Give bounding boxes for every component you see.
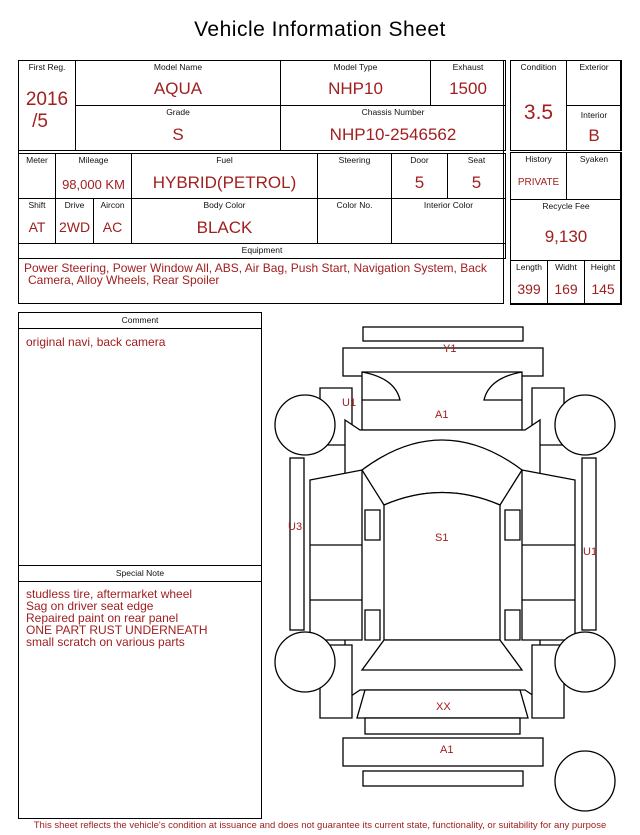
interior-value: B [588, 126, 600, 145]
aircon-value: AC [102, 219, 123, 235]
left-a-pillar [310, 470, 362, 640]
first-reg-month: /5 [32, 111, 48, 132]
seat-value: 5 [471, 173, 482, 192]
exhaust-label: Exhaust [452, 62, 484, 72]
color-no-label: Color No. [336, 200, 373, 210]
body-color-label: Body Color [203, 200, 246, 210]
shift-value: AT [28, 219, 46, 235]
rear-window [362, 640, 522, 670]
front-grille-bar [363, 327, 523, 341]
mileage-value: 98,000 KM [62, 177, 125, 192]
shift-label: Shift [28, 200, 46, 210]
disclaimer-footer: This sheet reflects the vehicle's condition at issuance and does not guarantee its current state, functionality, or suitability for any purpose [33, 820, 607, 831]
left-sill [290, 458, 304, 630]
model-name-value: AQUA [153, 79, 203, 98]
model-type-label: Model Type [333, 62, 378, 72]
roof-panel [384, 493, 500, 641]
special-note-line-3: Repaired paint on rear panel [26, 611, 179, 625]
width-label: Widht [555, 262, 577, 272]
sheet-title: Vehicle Information Sheet [194, 18, 446, 41]
fuel-label: Fuel [216, 155, 233, 165]
grade-label: Grade [166, 107, 190, 117]
steering-label: Steering [338, 155, 371, 165]
wheel-rear-right [555, 632, 615, 692]
condition-label: Condition [520, 62, 557, 72]
history-value: PRIVATE [517, 177, 560, 188]
special-note-line-4: ONE PART RUST UNDERNEATH [26, 623, 208, 637]
first-reg-label: First Reg. [28, 62, 66, 72]
body-color-value: BLACK [196, 218, 253, 237]
seat-label: Seat [467, 155, 486, 165]
rear-bottom-bar [363, 771, 523, 786]
rear-panel [365, 718, 520, 734]
equipment-label: Equipment [241, 245, 283, 255]
grade-value: S [172, 125, 184, 144]
wheel-front-left [275, 395, 335, 455]
model-name-label: Model Name [153, 62, 203, 72]
mark-rear-bumper: A1 [440, 744, 454, 756]
right-sill [582, 458, 596, 630]
recycle-fee-label: Recycle Fee [542, 201, 590, 211]
comment-label: Comment [121, 315, 159, 325]
width-value: 169 [554, 281, 578, 297]
right-rear-window [505, 610, 520, 640]
model-type-value: NHP10 [328, 79, 383, 98]
mark-front-bumper: Y1 [443, 343, 457, 355]
length-value: 399 [517, 281, 541, 297]
special-note-label: Special Note [115, 568, 165, 578]
syaken-label: Syaken [579, 154, 609, 164]
equipment-line-2: Camera, Alloy Wheels, Rear Spoiler [28, 273, 220, 287]
height-value: 145 [591, 281, 615, 297]
equipment-line-1: Power Steering, Power Window All, ABS, Air Bag, Push Start, Navigation System, Back [24, 261, 487, 275]
wheel-front-right [555, 395, 615, 455]
mark-front-left: U1 [342, 397, 357, 409]
length-label: Length [516, 262, 542, 272]
chassis-label: Chassis Number [361, 107, 425, 117]
fuel-value: HYBRID(PETROL) [152, 173, 297, 192]
condition-value: 3.5 [523, 101, 554, 124]
height-label: Height [590, 262, 616, 272]
special-note-line-5: small scratch on various parts [26, 635, 185, 649]
meter-label: Meter [26, 155, 48, 165]
aircon-label: Aircon [100, 200, 125, 210]
history-label: History [525, 154, 552, 164]
right-front-window [505, 510, 520, 540]
door-value: 5 [414, 173, 425, 192]
mark-hood: A1 [435, 409, 449, 421]
door-label: Door [410, 155, 429, 165]
mark-left-side: U3 [288, 521, 303, 533]
mark-roof: S1 [435, 532, 449, 544]
mileage-label: Mileage [78, 155, 109, 165]
spare-wheel [555, 751, 615, 811]
left-front-window [365, 510, 380, 540]
drive-label: Drive [64, 200, 85, 210]
exterior-label: Exterior [579, 62, 609, 72]
special-note-line-2: Sag on driver seat edge [26, 599, 154, 613]
recycle-fee-value: 9,130 [544, 227, 588, 246]
special-note-line-1: studless tire, aftermarket wheel [26, 587, 193, 601]
mark-right-side: U1 [583, 546, 598, 558]
first-reg-year: 2016 [25, 89, 69, 110]
interior-color-label: Interior Color [423, 200, 474, 210]
chassis-value: NHP10-2546562 [329, 125, 457, 144]
exhaust-value: 1500 [449, 79, 487, 98]
drive-value: 2WD [58, 219, 91, 235]
comment-text: original navi, back camera [26, 335, 166, 349]
right-a-pillar [522, 470, 575, 640]
wheel-rear-left [275, 632, 335, 692]
mark-trunk: XX [436, 701, 451, 713]
interior-label: Interior [580, 110, 608, 120]
left-rear-window [365, 610, 380, 640]
